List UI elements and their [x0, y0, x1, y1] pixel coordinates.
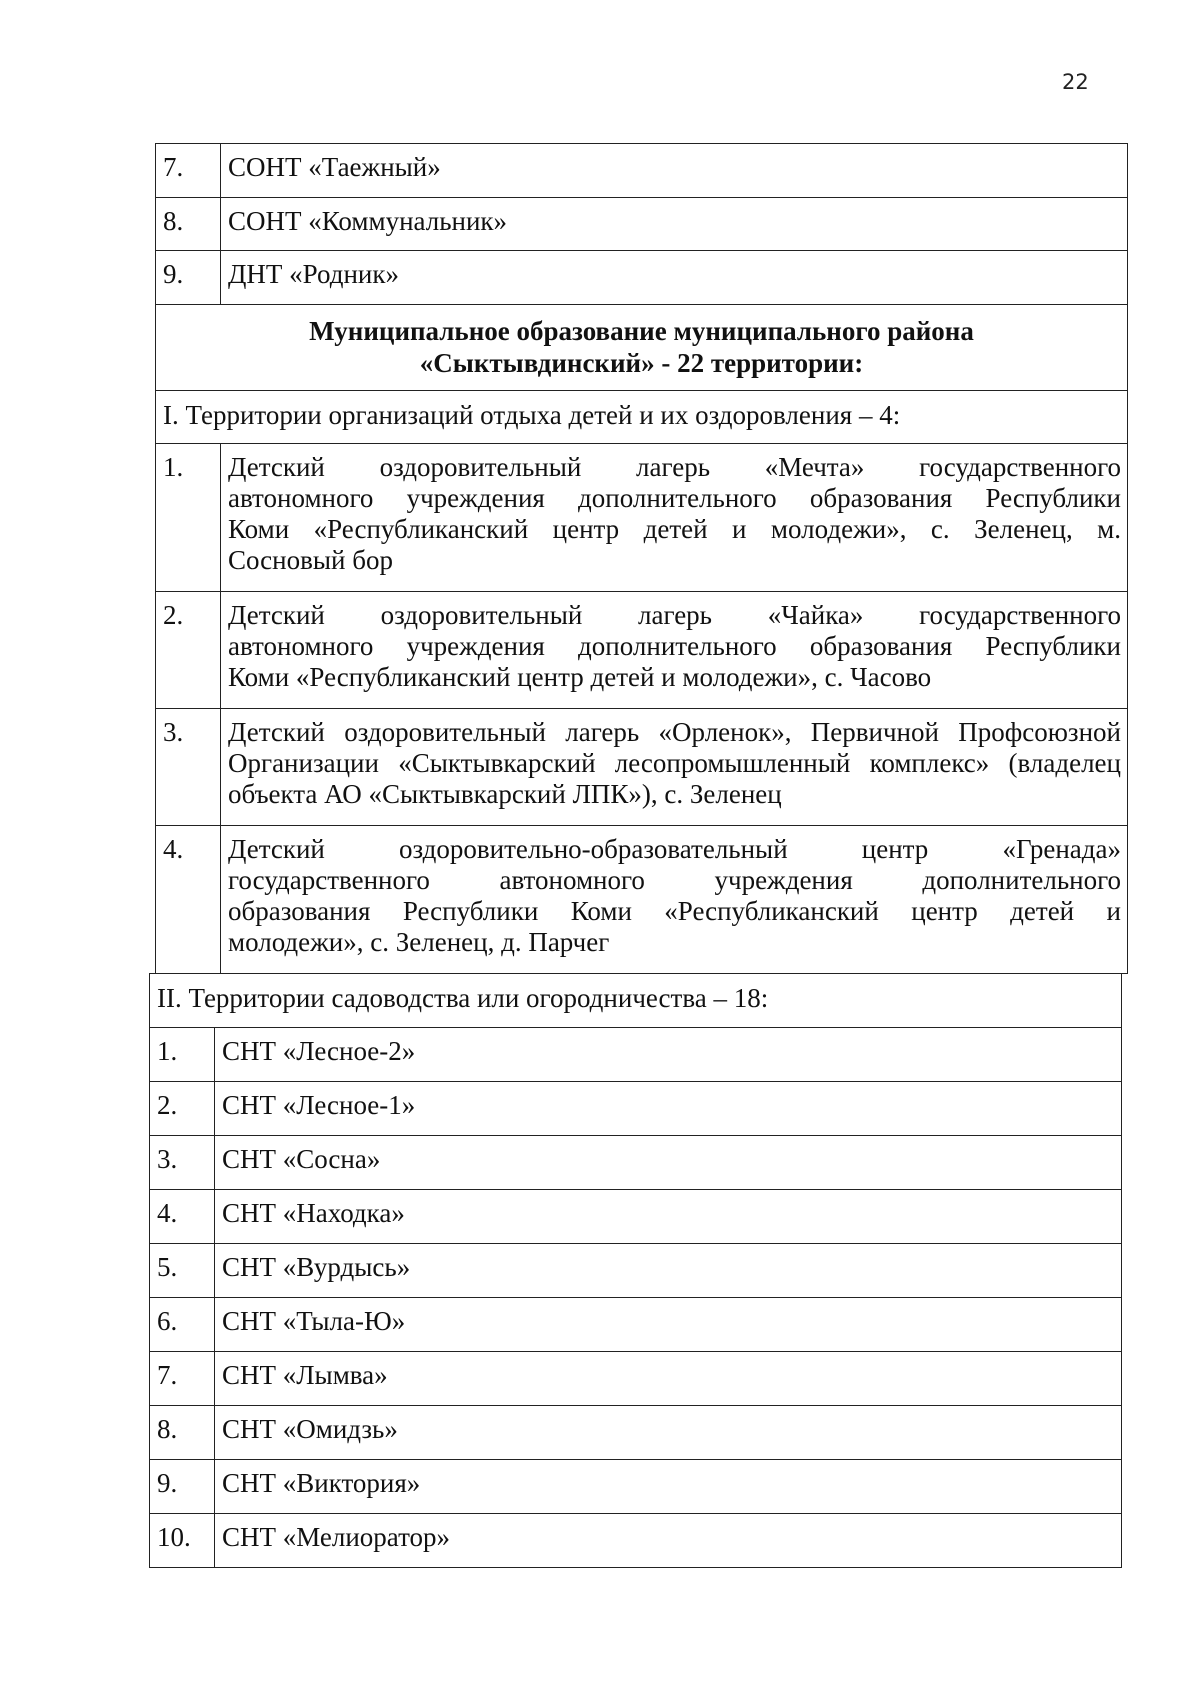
- row-number: 2.: [156, 592, 221, 709]
- table-row: [156, 251, 1128, 305]
- table-row: [150, 1190, 1122, 1244]
- section-title-row: [156, 391, 1128, 444]
- row-number: 6.: [150, 1298, 215, 1352]
- row-text: СОНТ «Коммунальник»: [221, 198, 1128, 251]
- table-row: [150, 1352, 1122, 1406]
- table-row: [150, 1514, 1122, 1568]
- row-text: [221, 826, 1128, 974]
- table-row: [150, 1298, 1122, 1352]
- row-number: 4.: [156, 826, 221, 974]
- section-title: II. Территории садоводства или огородничества – 18:: [150, 974, 1122, 1028]
- row-number: 1.: [156, 444, 221, 592]
- row-text: СНТ «Лесное-2»: [215, 1028, 1122, 1082]
- text-line: Детский оздоровительный лагерь «Чайка» государственного: [228, 600, 1121, 630]
- table-row: [150, 1136, 1122, 1190]
- row-number: 7.: [150, 1352, 215, 1406]
- territories-table-top: [155, 143, 1128, 974]
- row-number: 8.: [156, 198, 221, 251]
- row-number: 2.: [150, 1082, 215, 1136]
- table-row: [150, 1406, 1122, 1460]
- row-number: 9.: [156, 251, 221, 305]
- table-row: [156, 709, 1128, 826]
- row-number: 8.: [150, 1406, 215, 1460]
- row-text: СОНТ «Таежный»: [221, 144, 1128, 198]
- district-heading: [156, 305, 1128, 391]
- row-number: 9.: [150, 1460, 215, 1514]
- row-number: 3.: [150, 1136, 215, 1190]
- row-text: [221, 592, 1128, 709]
- table-row: [150, 1082, 1122, 1136]
- table-row: [150, 1460, 1122, 1514]
- row-text: СНТ «Тыла-Ю»: [215, 1298, 1122, 1352]
- text-line: молодежи», с. Зеленец, д. Парчег: [228, 927, 610, 957]
- text-line: Организации «Сыктывкарский лесопромышленный комплекс» (владелец: [228, 748, 1121, 778]
- text-line: Детский оздоровительно-образовательный центр «Гренада»: [228, 834, 1121, 864]
- table-row: [150, 1028, 1122, 1082]
- page-number: 22: [1062, 70, 1089, 94]
- text-line: Детский оздоровительный лагерь «Орленок», Первичной Профсоюзной: [228, 717, 1121, 747]
- text-line: Детский оздоровительный лагерь «Мечта» государственного: [228, 452, 1121, 482]
- text-line: автономного учреждения дополнительного образования Республики: [228, 631, 1121, 661]
- table-row: [156, 826, 1128, 974]
- section-title-row: [150, 974, 1122, 1028]
- row-text: СНТ «Сосна»: [215, 1136, 1122, 1190]
- section-title: I. Территории организаций отдыха детей и их оздоровления – 4:: [156, 391, 1128, 444]
- territories-table-bottom: [149, 973, 1122, 1568]
- text-line: образования Республики Коми «Республиканский центр детей и: [228, 896, 1121, 926]
- row-number: 1.: [150, 1028, 215, 1082]
- table-row: [156, 592, 1128, 709]
- text-line: государственного автономного учреждения дополнительного: [228, 865, 1121, 895]
- row-number: 5.: [150, 1244, 215, 1298]
- table-row: [156, 444, 1128, 592]
- row-number: 3.: [156, 709, 221, 826]
- text-line: Коми «Республиканский центр детей и молодежи», с. Часово: [228, 662, 932, 692]
- text-line: Сосновый бор: [228, 545, 393, 575]
- row-text: СНТ «Омидзь»: [215, 1406, 1122, 1460]
- table-row: [150, 1244, 1122, 1298]
- row-text: СНТ «Мелиоратор»: [215, 1514, 1122, 1568]
- district-heading-line: «Сыктывдинский» - 22 территории:: [419, 348, 864, 378]
- row-text: СНТ «Лесное-1»: [215, 1082, 1122, 1136]
- row-number: 4.: [150, 1190, 215, 1244]
- row-text: СНТ «Вурдысь»: [215, 1244, 1122, 1298]
- row-number: 10.: [150, 1514, 215, 1568]
- text-line: автономного учреждения дополнительного образования Республики: [228, 483, 1121, 513]
- text-line: Коми «Республиканский центр детей и молодежи», с. Зеленец, м.: [228, 514, 1121, 544]
- row-text: [221, 444, 1128, 592]
- row-text: СНТ «Лымва»: [215, 1352, 1122, 1406]
- row-text: [221, 709, 1128, 826]
- table-row: [156, 198, 1128, 251]
- row-text: СНТ «Виктория»: [215, 1460, 1122, 1514]
- row-text: СНТ «Находка»: [215, 1190, 1122, 1244]
- row-number: 7.: [156, 144, 221, 198]
- district-heading-row: [156, 305, 1128, 391]
- text-line: объекта АО «Сыктывкарский ЛПК»), с. Зеленец: [228, 779, 782, 809]
- table-row: [156, 144, 1128, 198]
- district-heading-line: Муниципальное образование муниципального района: [309, 316, 974, 346]
- row-text: ДНТ «Родник»: [221, 251, 1128, 305]
